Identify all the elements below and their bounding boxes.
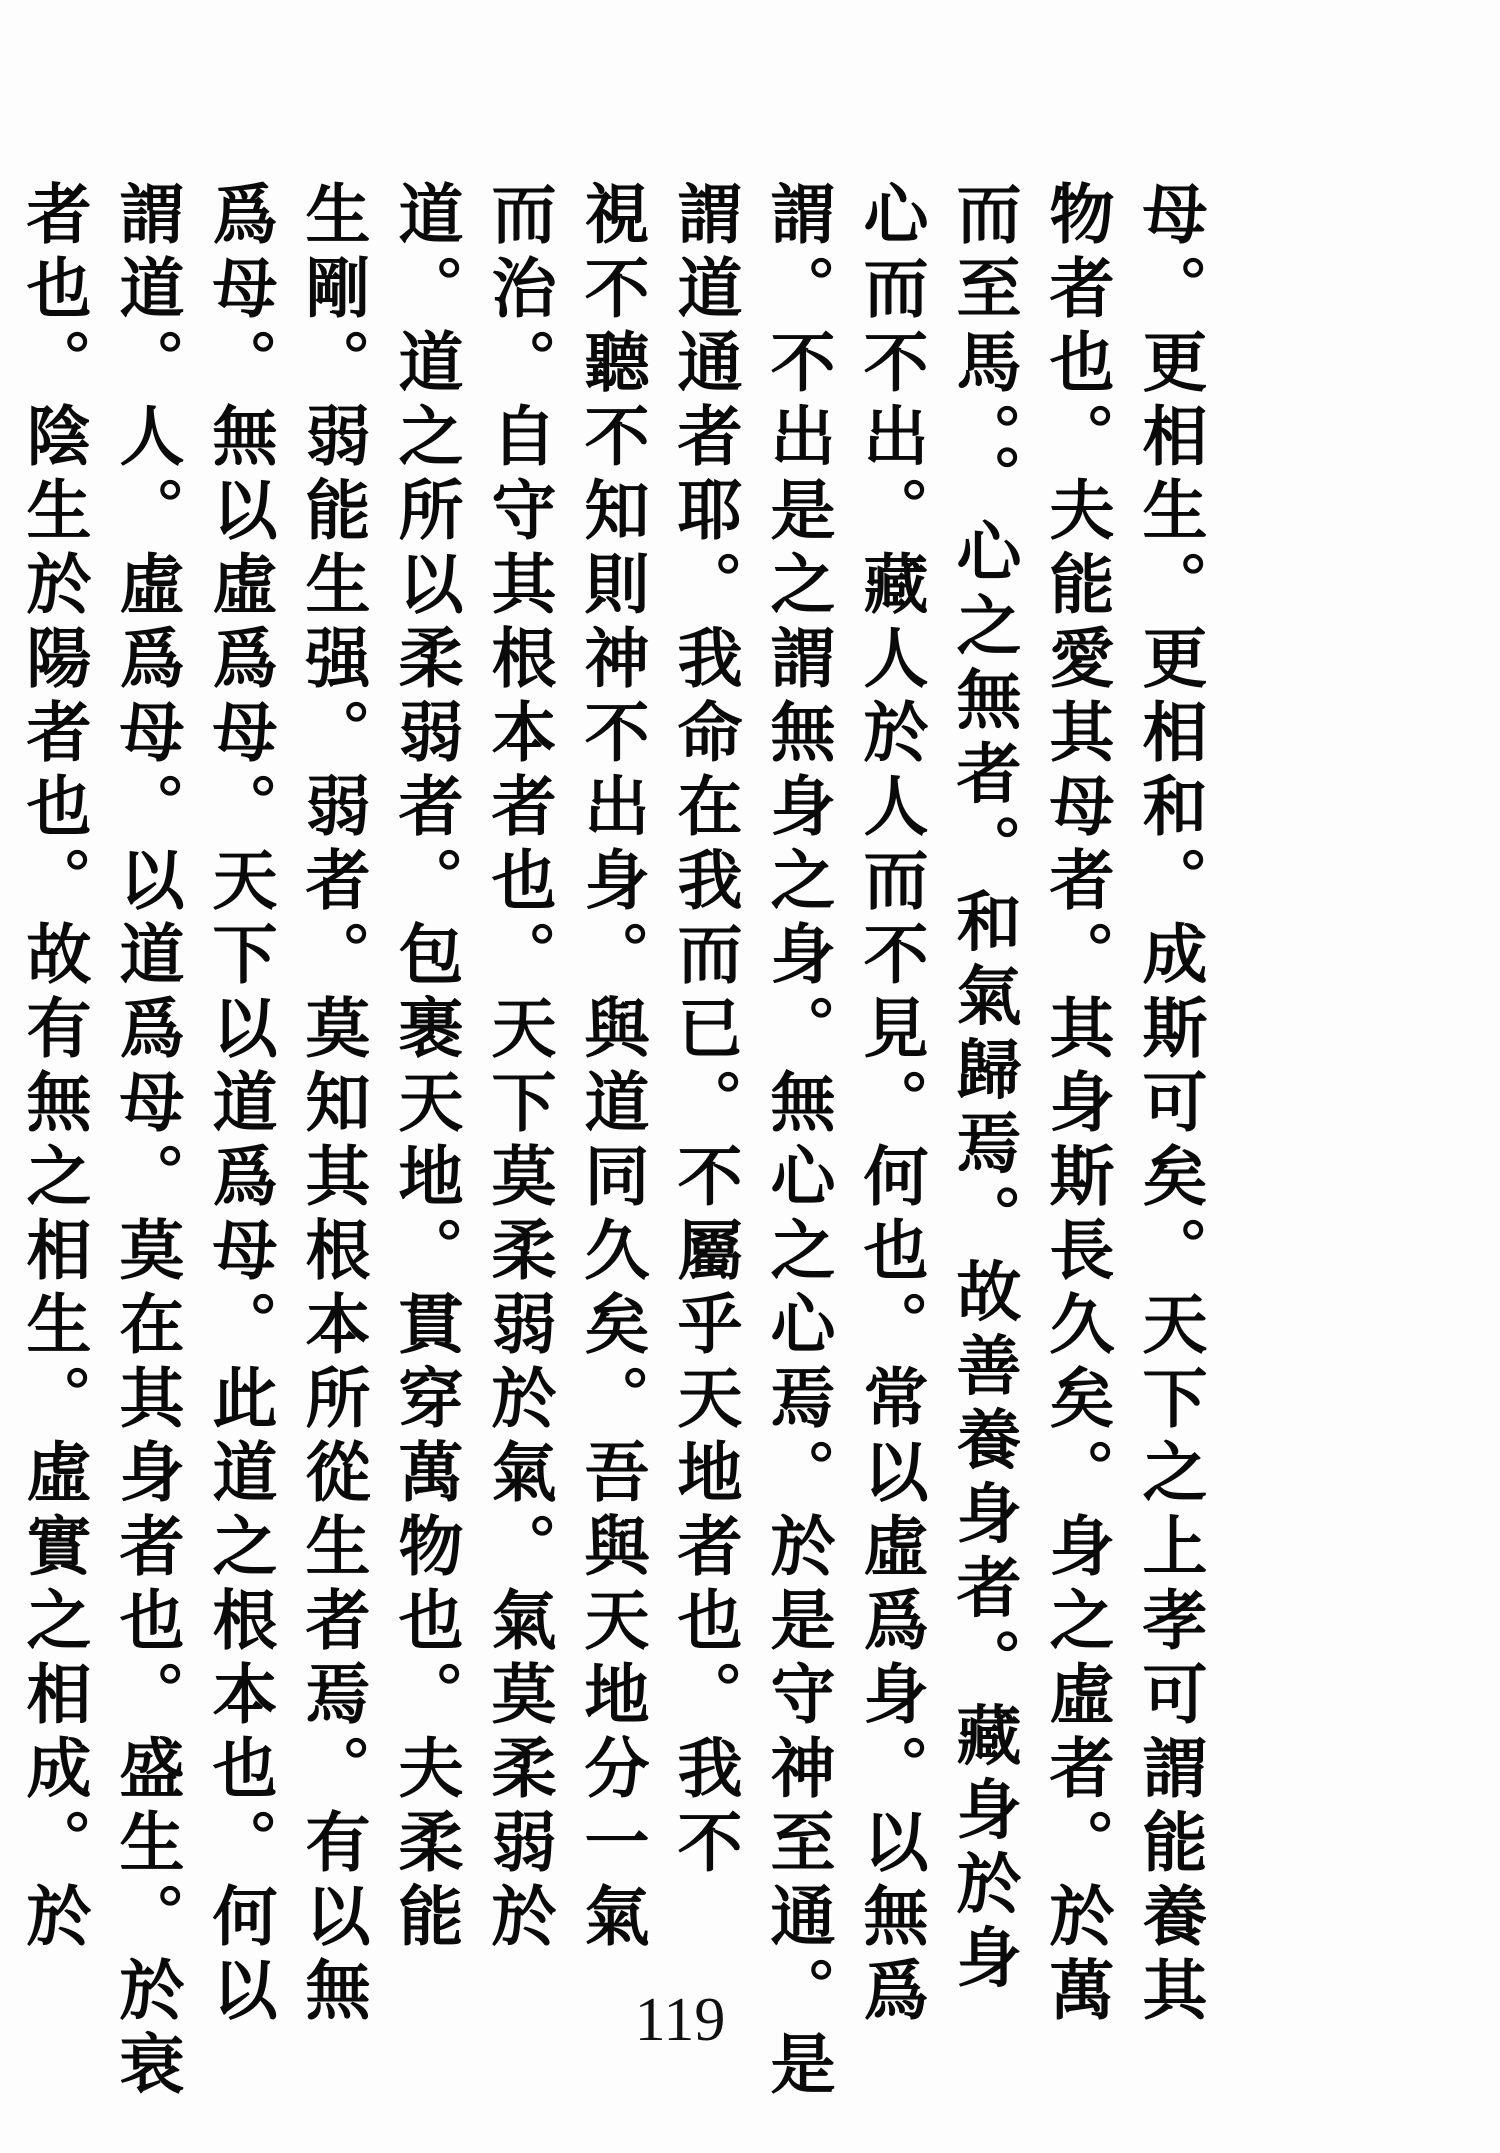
page-number: 119	[634, 1986, 726, 2054]
text-column-6: 謂道通者耶。我命在我而已。不屬乎天地者也。我不	[666, 180, 742, 1882]
text-column-11: 爲母。無以虛爲母。天下以道爲母。此道之根本也。何以	[201, 180, 277, 2030]
text-column-7: 視不聽不知則神不出身。與道同久矣。吾與天地分一氣	[573, 180, 649, 1956]
text-column-13: 者也。陰生於陽者也。故有無之相生。虛實之相成。於	[15, 180, 91, 1956]
text-column-12: 謂道。人。虛爲母。以道爲母。莫在其身者也。盛生。於衰	[108, 180, 184, 2104]
text-column-5: 謂。不出是之謂無身之身。無心之心焉。於是守神至通。是	[759, 180, 835, 2104]
text-column-9: 道。道之所以柔弱者。包裹天地。貫穿萬物也。夫柔能	[387, 180, 463, 1956]
text-column-8: 而治。自守其根本者也。天下莫柔弱於氣。氣莫柔弱於	[480, 180, 556, 1956]
text-column-2: 物者也。夫能愛其母者。其身斯長久矣。身之虛者。於萬	[1038, 180, 1114, 2030]
text-column-4: 心而不出。藏人於人而不見。何也。常以虛爲身。以無爲	[852, 180, 928, 2030]
text-column-1: 母。更相生。更相和。成斯可矣。天下之上孝可謂能養其	[1131, 180, 1207, 2030]
text-column-10: 生剛。弱能生强。弱者。莫知其根本所從生者焉。有以無	[294, 180, 370, 2030]
text-column-3: 而至馬。。心之無者。和氣歸焉。故善養身者。藏身於身	[945, 180, 1021, 1998]
